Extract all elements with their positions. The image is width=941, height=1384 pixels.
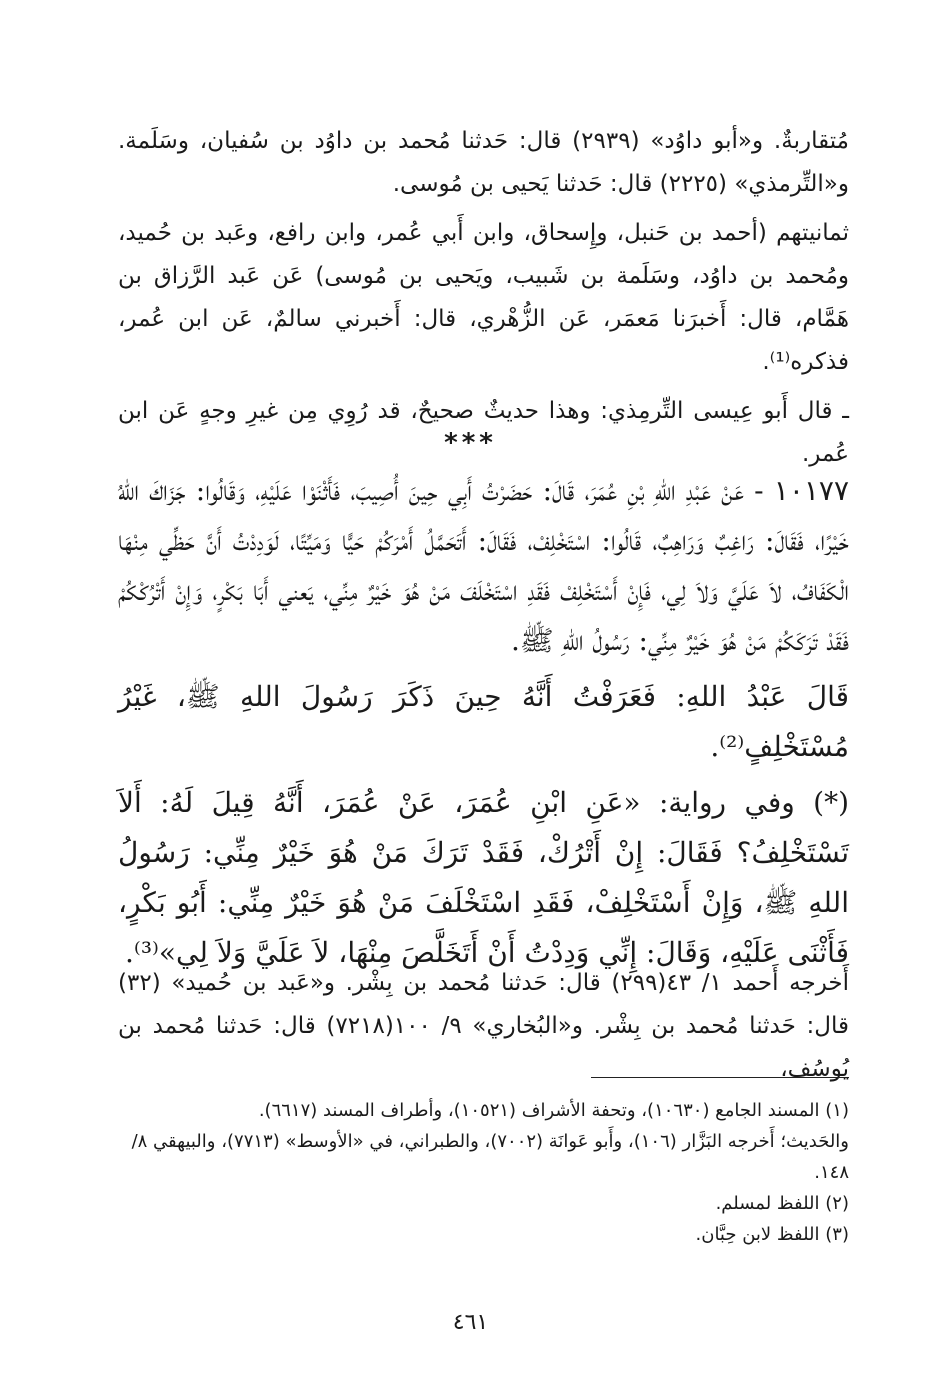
footnote-2: (٢) اللفظ لمسلم. [715,1193,849,1214]
footnote-1: (١) المسند الجامع (١٠٦٣٠)، وتحفة الأشراف (١٠٥٢١)، وأطراف المسند (٦٦١٧). [258,1100,849,1121]
takhrij-text: أَخرجه أَحمد ١/ ٤٣(٢٩٩) قال: حَدثنا مُحمد بن بِشْر. و«عَبد بن حُميد» (٣٢) قال: حَدثنا مُحمد بن بِشْر. و«البُخاري» ٩/ ١٠٠(٧٢١٨) قال: حَدثنا مُحمد بن يُوسُف، [118,970,850,1082]
paragraph-tirmidhi-grading: ـ قال أَبو عِيسى التِّرمِذي: وهذا حديثٌ صحيحٌ، قد رُوِي مِن غيرِ وجهٍ عَن ابن عُمر. [118,398,849,467]
hadith-other-narration: (*) وفي رواية: «عَنِ ابْنِ عُمَرَ، عَنْ عُمَرَ، أَنَّهُ قِيلَ لَهُ: أَلاَ تَسْتَخْلِفُ؟ فَقَالَ: إِنْ أَتْرُكْ، فَقَدْ تَرَكَ مَنْ هُوَ خَيْرٌ مِنِّي: رَسُولُ اللهِ ﷺ، وَإِنْ أَسْتَخْلِفْ، فَقَدِ اسْتَخْلَفَ مَنْ هُوَ خَيْرٌ مِنِّي: أَبُو بَكْرٍ، فَأَثْنَى عَلَيْهِ، وَقَالَ: إِنِّي وَدِدْتُ أَنْ أَتَخَلَّصَ مِنْهَا، لاَ عَلَيَّ وَلاَ لِي»⁽³⁾. [118,786,849,969]
paragraph-continuation: مُتقاربةٌ. و«أبو داوُد» (٢٩٣٩) قال: حَدثنا مُحمد بن داوُد بن سُفيان، وسَلَمة. و«التِّرمذي» (٢٢٢٥) قال: حَدثنا يَحيى بن مُوسى. [118,128,849,197]
footnotes [118,1095,849,1250]
footnote-divider [591,1077,849,1078]
hadith-text: ١٠١٧٧ - عَنْ عَبْدِ اللهِ بْنِ عُمَرَ، قَالَ: حَضَرْتُ أَبِي حِينَ أُصِيبَ، فَأَثْنَوْا عَلَيْهِ، وَقَالُوا: جَزَاكَ اللهُ خَيْرًا، فَقَالَ: رَاغِبٌ وَرَاهِبٌ، قَالُوا: اسْتَخْلِفْ، فَقَالَ: أَتَحَمَّلُ أَمْرَكُمْ حَيًّا وَمَيِّتًا، لَوَدِدْتُ أَنَّ حَظِّي مِنْهَا الْكَفَافُ، لاَ عَلَيَّ وَلاَ لِي، فَإِنْ أَسْتَخْلِفْ فَقَدِ اسْتَخْلَفَ مَنْ هُوَ خَيْرٌ مِنِّي، يَعني أَبَا بَكْرٍ، وَإِنْ أَتْرُكْكُمْ فَقَدْ تَرَكَكُمْ مَنْ هُوَ خَيْرٌ مِنِّي: رَسُولُ اللهِ ﷺ. [118,474,849,657]
footnote-3: (٣) اللفظ لابن حِبَّان. [695,1224,849,1245]
hadith-abdullah-comment: قَالَ عَبْدُ اللهِ: فَعَرَفْتُ أَنَّهُ حِينَ ذَكَرَ رَسُولَ اللهِ ﷺ، غَيْرُ مُسْتَخْلِفٍ⁽²⁾. [118,680,849,763]
section-separator: *** [444,428,497,458]
footnote-1-continued: والحَديث؛ أَخرجه البَزَّار (١٠٦)، وأَبو عَوانَة (٧٠٠٢)، والطبراني، في «الأوسط» (٧٧١٣)، والبيهقي ٨/ ١٤٨. [131,1131,849,1183]
paragraph-chain-summary: ثمانيتهم (أحمد بن حَنبل، وإِسحاق، وابن أَبي عُمر، وابن رافع، وعَبد بن حُميد، ومُحمد بن داوُد، وسَلَمة بن شَبيب، ويَحيى بن مُوسى) عَن عَبد الرَّزاق بن هَمَّام، قال: أَخبرَنا مَعمَر، عَن الزُّهْري، قال: أَخبرني سالمٌ، عَن ابن عُمر، فذكره⁽¹⁾. [118,220,849,375]
hadith-block [118,466,849,984]
page-number: ٤٦١ [452,1310,489,1335]
